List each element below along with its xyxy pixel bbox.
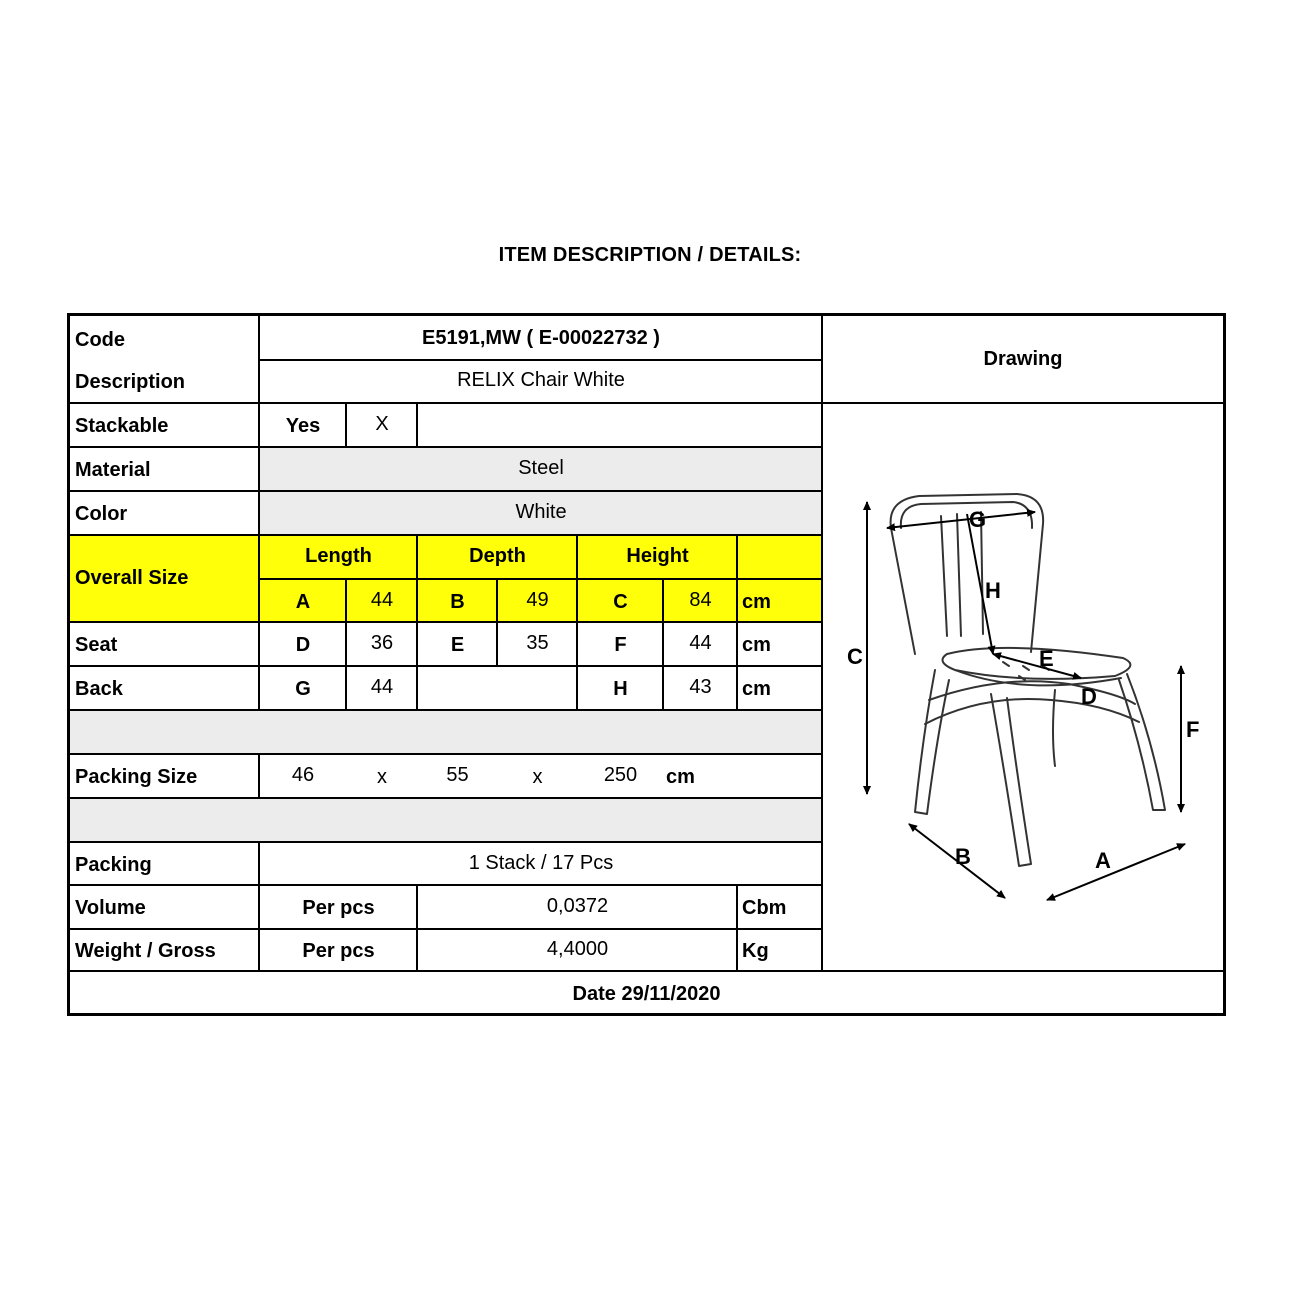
volume-label: Volume: [75, 896, 146, 919]
overall-b-value: 49: [526, 588, 549, 611]
packing-width: 55: [446, 763, 469, 786]
overall-c-letter: C: [613, 590, 628, 613]
material-value: Steel: [518, 456, 564, 479]
code-value: E5191,MW ( E-00022732 ): [422, 326, 660, 349]
seat-e-value: 35: [526, 631, 549, 654]
packing-value: 1 Stack / 17 Pcs: [468, 851, 614, 874]
seat-e-letter: E: [450, 633, 465, 656]
weight-unit: Kg: [742, 939, 769, 962]
overall-a-value: 44: [370, 588, 394, 611]
packing-size-unit: cm: [666, 765, 695, 788]
back-h-letter: H: [613, 677, 628, 700]
header-length: Length: [305, 544, 372, 567]
stackable-mark: X: [375, 412, 389, 435]
dim-label-a: A: [1095, 848, 1111, 873]
overall-unit: cm: [742, 590, 771, 613]
seat-d-letter: D: [295, 633, 311, 656]
overall-b-letter: B: [450, 590, 465, 613]
overall-a-letter: A: [295, 590, 311, 613]
back-g-value: 44: [370, 675, 394, 698]
color-value: White: [515, 500, 567, 523]
details-table: [67, 313, 1226, 1016]
dim-label-d: D: [1081, 684, 1097, 709]
drawing-header: Drawing: [983, 347, 1063, 370]
header-height: Height: [626, 544, 689, 567]
weight-label: Weight / Gross: [75, 939, 216, 962]
dim-label-h: H: [985, 578, 1001, 603]
dim-label-f: F: [1186, 717, 1200, 742]
seat-f-value: 44: [689, 631, 712, 654]
back-h-value: 43: [689, 675, 712, 698]
material-label: Material: [75, 458, 151, 481]
empty-row-1: [70, 709, 822, 753]
empty-row-2: [70, 797, 822, 841]
description-label: Description: [75, 370, 186, 393]
volume-unit: Cbm: [742, 896, 787, 919]
packing-height: 250: [603, 763, 638, 786]
description-value: RELIX Chair White: [457, 368, 625, 391]
dim-label-b: B: [955, 844, 971, 869]
overall-c-value: 84: [689, 588, 712, 611]
packing-x-2: x: [532, 765, 543, 788]
back-g-letter: G: [295, 677, 311, 700]
header-depth: Depth: [469, 544, 526, 567]
dim-label-e: E: [1039, 646, 1054, 671]
seat-unit: cm: [742, 633, 771, 656]
back-label: Back: [75, 677, 123, 700]
chair-dimension-drawing: [823, 404, 1223, 970]
seat-f-letter: F: [614, 633, 627, 656]
stackable-answer: Yes: [285, 414, 321, 437]
document-title: ITEM DESCRIPTION / DETAILS:: [498, 244, 802, 266]
stackable-label: Stackable: [75, 414, 169, 437]
color-label: Color: [75, 502, 128, 525]
weight-per: Per pcs: [302, 939, 375, 962]
packing-length: 46: [291, 763, 315, 786]
back-unit: cm: [742, 677, 771, 700]
seat-label: Seat: [75, 633, 118, 656]
chair-outline: [891, 494, 1165, 866]
seat-d-value: 36: [370, 631, 394, 654]
weight-value: 4,4000: [546, 937, 609, 960]
code-label: Code: [75, 328, 125, 351]
dim-label-c: C: [847, 644, 863, 669]
packing-size-label: Packing Size: [75, 765, 198, 788]
dim-label-g: G: [969, 507, 987, 532]
overall-size-label: Overall Size: [75, 566, 189, 589]
packing-x-1: x: [377, 765, 387, 788]
packing-label: Packing: [75, 853, 152, 876]
date: Date 29/11/2020: [572, 982, 721, 1005]
volume-value: 0,0372: [546, 894, 609, 917]
volume-per: Per pcs: [302, 896, 375, 919]
